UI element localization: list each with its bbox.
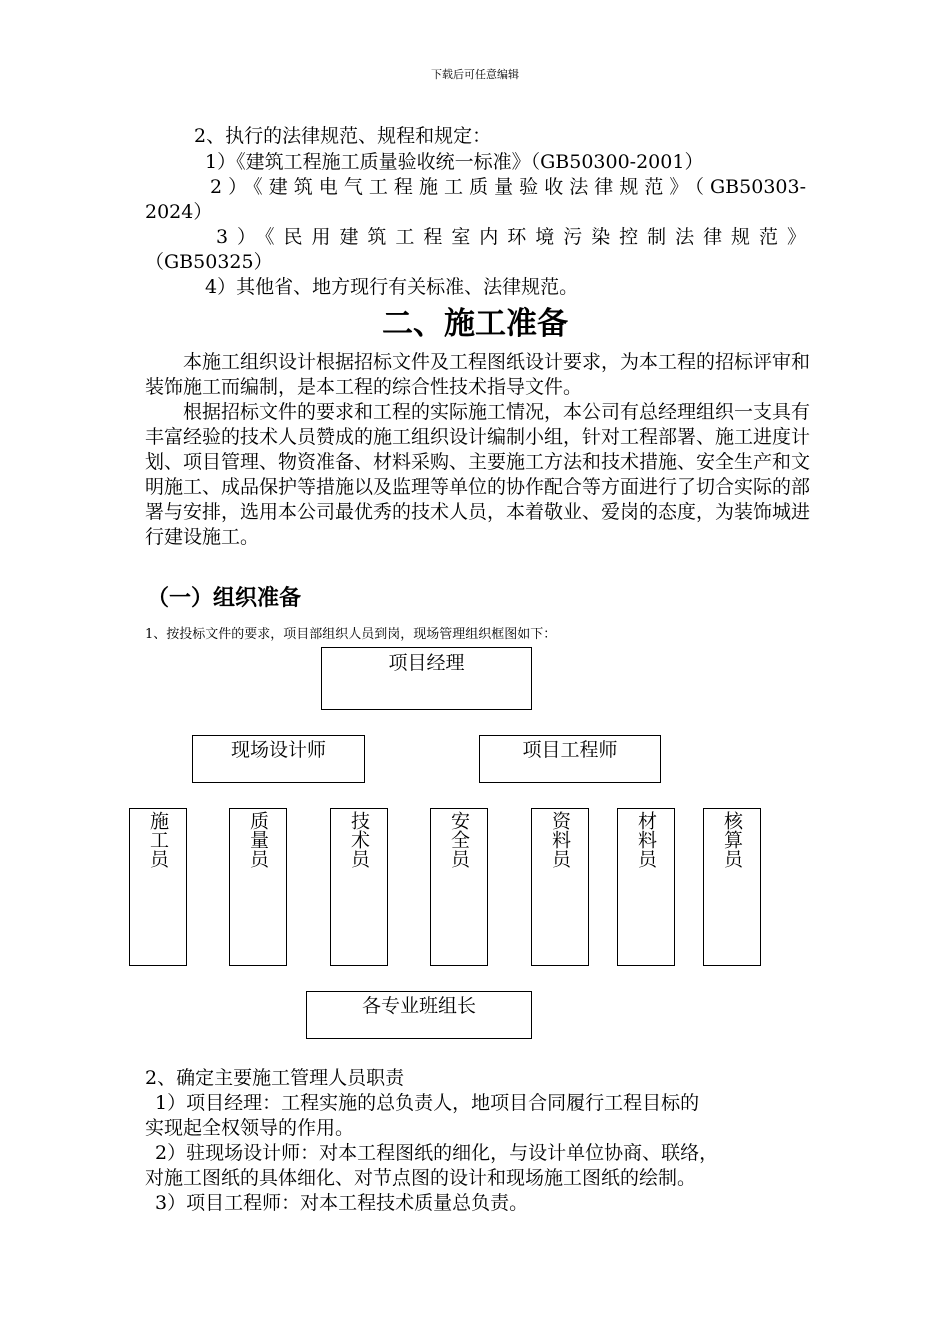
regs-heading: 2、执行的法律规范、规程和规定： (194, 125, 492, 147)
org-box-site-designer: 现场设计师 (192, 735, 365, 783)
regs-item-3-line-2: （GB50325） (145, 251, 273, 273)
intro-paragraph-2: 根据招标文件的要求和工程的实际施工情况，本公司有总经理组织一支具有丰富经验的技术人员赞成的施工组织设计编制小组，针对工程部署、施工进度计划、项目管理、物资准备、材料采购、主要施工方法和技术措施、安全生产和文明施工、成品保护等措施以及监理等单位的协作配合等方面进行了切合实际的部署与安排，选用本公司最优秀的技术人员，本着敬业、爱岗的态度，为装饰城进行建设施工。 (145, 401, 811, 548)
org-box-staff (430, 808, 488, 966)
intro-paragraph-1: 本施工组织设计根据招标文件及工程图纸设计要求，为本工程的招标评审和装饰施工而编制，是本工程的综合性技术指导文件。 (145, 351, 811, 398)
regs-item-3-line-1: 3）《民用建筑工程室内环境污染控制法律规范》 (216, 226, 806, 248)
org-box-staff (330, 808, 388, 966)
org-staff-label: 质量员 (247, 811, 269, 868)
org-box-project-engineer: 项目工程师 (479, 735, 661, 783)
subsection-title: （一）组织准备 (147, 585, 302, 611)
org-staff-label: 材料员 (635, 811, 657, 868)
org-staff-label: 施工员 (147, 811, 169, 868)
org-chart-intro: 1、按投标文件的要求，项目部组织人员到岗，现场管理组织框图如下： (145, 627, 557, 642)
duty-item-3: 3）项目工程师：对本工程技术质量总负责。 (155, 1192, 529, 1214)
org-box-staff (129, 808, 187, 966)
section-title: 二、施工准备 (382, 306, 568, 342)
regs-item-4: 4）其他省、地方现行有关标准、法律规范。 (205, 276, 579, 298)
duty-item-1-line-2: 实现起全权领导的作用。 (145, 1117, 355, 1139)
duty-item-2-line-2: 对施工图纸的具体细化、对节点图的设计和现场施工图纸的绘制。 (145, 1167, 697, 1189)
regs-item-2-line-1: 2）《建筑电气工程施工质量验收法律规范》（GB50303- (210, 176, 806, 198)
duties-heading: 2、确定主要施工管理人员职责 (145, 1067, 405, 1089)
regs-item-1: 1）《建筑工程施工质量验收统一标准》（GB50300-2001） (205, 151, 704, 173)
org-box-staff (617, 808, 675, 966)
page-header-note: 下载后可任意编辑 (431, 68, 519, 81)
org-staff-label: 资料员 (549, 811, 571, 868)
org-staff-label: 安全员 (448, 811, 470, 868)
org-box-staff (531, 808, 589, 966)
org-box-staff (229, 808, 287, 966)
duty-item-1-line-1: 1）项目经理：工程实施的总负责人，地项目合同履行工程目标的 (155, 1092, 700, 1114)
org-staff-label: 技术员 (348, 811, 370, 868)
regs-item-2-line-2: 2024） (145, 201, 213, 223)
org-box-staff (703, 808, 761, 966)
org-staff-label: 核算员 (721, 811, 743, 868)
org-box-project-manager: 项目经理 (321, 647, 532, 710)
org-box-team-leaders: 各专业班组长 (306, 991, 532, 1039)
duty-item-2-line-1: 2）驻现场设计师：对本工程图纸的细化，与设计单位协商、联络， (155, 1142, 719, 1164)
